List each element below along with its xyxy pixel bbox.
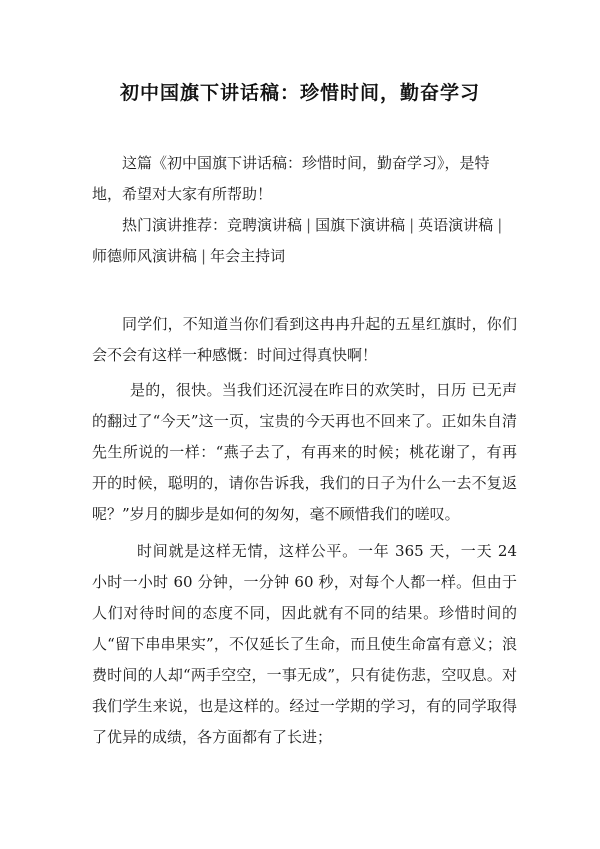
recommend-link-english[interactable]: 英语演讲稿: [418, 216, 494, 234]
paragraph: 时间就是这样无情，这样公平。一年 365 天，一天 24 小时一小时 60 分钟，一分钟 60 秒，对每个人都一样。但由于人们对待时间的态度不同，因此就有不同的结果。珍惜时间的人“留下串串果实”，不仅延长了生命，而且使生命富有意义；浪费时间的人却“两手空空，一事无成”，只有徒伤悲，空叹息。对我们学生来说，也是这样的。经过一学期的学习，有的同学取得了优异的成绩，各方面都有了长进；: [92, 542, 517, 746]
separator: |: [409, 216, 415, 234]
separator: |: [497, 216, 503, 234]
recommend-label: 热门演讲推荐：: [122, 216, 228, 234]
separator: |: [306, 216, 312, 234]
intro-text: 这篇《初中国旗下讲话稿：珍惜时间，勤奋学习》，是特地，希望对大家有所帮助！: [92, 154, 490, 203]
paragraph: 同学们，不知道当你们看到这冉冉升起的五星红旗时，你们会不会有这样一种感慨：时间过得真快啊！: [92, 315, 517, 364]
recommend-link-nianhui[interactable]: 年会主持词: [210, 247, 286, 265]
recommend-link-shide[interactable]: 师德师风演讲稿: [92, 247, 198, 265]
speech-body: [92, 309, 517, 753]
separator: |: [201, 247, 207, 265]
document-title: 初中国旗下讲话稿：珍惜时间，勤奋学习: [119, 82, 480, 104]
intro-section: [92, 148, 517, 272]
recommend-line: [92, 210, 517, 272]
paragraph: 是的，很快。当我们还沉浸在昨日的欢笑时，日历 已无声的翻过了“今天”这一页，宝贵的今天再也不回来了。正如朱自清先生所说的一样：“燕子去了，有再来的时候；桃花谢了，有再开的时候，聪明的，请你告诉我，我们的日子为什么一去不复返呢？”岁月的脚步是如何的匆匆，毫不顾惜我们的嗟叹。: [92, 381, 517, 523]
recommend-link-guoqixia[interactable]: 国旗下演讲稿: [315, 216, 406, 234]
recommend-link-jingpin[interactable]: 竞聘演讲稿: [227, 216, 303, 234]
